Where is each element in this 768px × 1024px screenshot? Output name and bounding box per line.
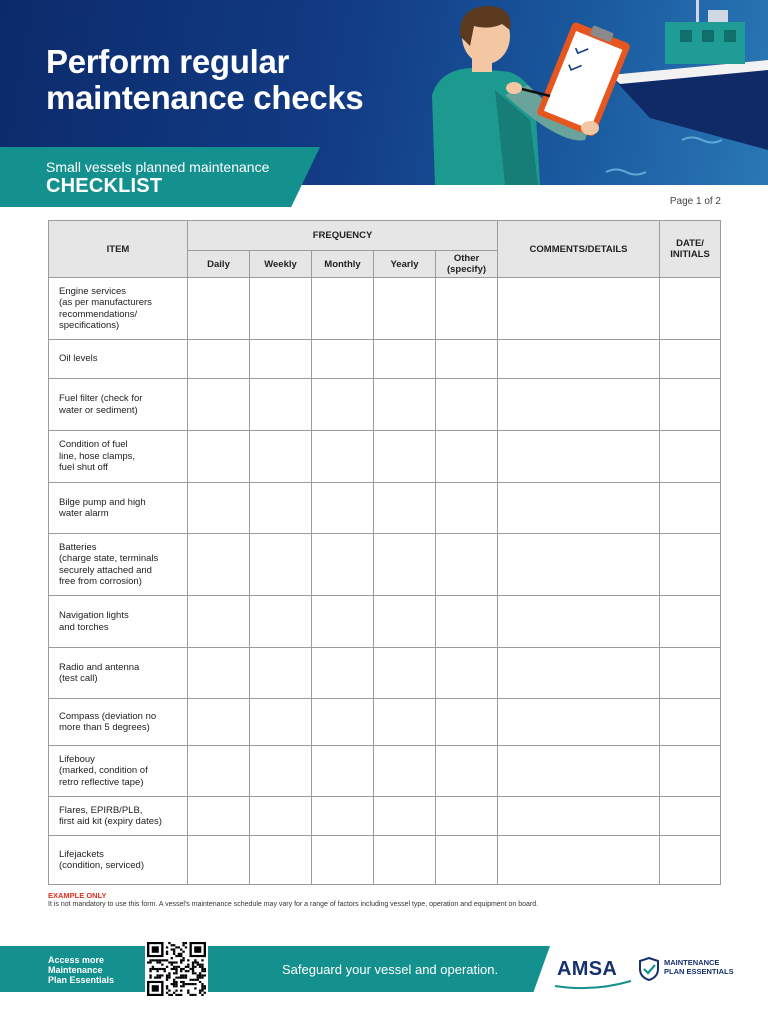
item-text-line: (as per manufacturers (59, 297, 152, 308)
weekly-cell[interactable] (250, 278, 312, 340)
item-text-line: (condition, serviced) (59, 860, 145, 871)
qr-code-graphic (147, 942, 206, 996)
daily-cell[interactable] (188, 340, 250, 379)
header-daily: Daily (188, 251, 250, 278)
daily-cell[interactable] (188, 836, 250, 885)
table-row (49, 836, 721, 885)
header-item: ITEM (49, 221, 188, 278)
item-text-line: and torches (59, 621, 109, 633)
comments-cell[interactable] (498, 431, 660, 483)
comments-cell[interactable] (498, 534, 660, 596)
comments-cell[interactable] (498, 699, 660, 746)
weekly-cell[interactable] (250, 340, 312, 379)
checklist-body (49, 278, 721, 885)
mpe-line-1: MAINTENANCE (664, 958, 720, 967)
item-cell (49, 648, 188, 699)
weekly-cell[interactable] (250, 746, 312, 797)
daily-cell[interactable] (188, 483, 250, 534)
weekly-cell[interactable] (250, 431, 312, 483)
header-specify-line: (specify) (446, 264, 487, 275)
header-date-line: DATE/ (676, 238, 704, 249)
item-text-line: Oil levels (59, 353, 98, 365)
item-text-line: Condition of fuel (59, 439, 128, 451)
yearly-cell[interactable] (374, 278, 436, 340)
header-monthly: Monthly (312, 251, 374, 278)
disclaimer-text: It is not mandatory to use this form. A vessel's maintenance schedule may vary for a range of factors including vessel type, operation and equipment on board. (48, 901, 539, 908)
yearly-cell[interactable] (374, 836, 436, 885)
monthly-cell[interactable] (312, 836, 374, 885)
weekly-cell[interactable] (250, 648, 312, 699)
item-text-line: Lifebouy (59, 753, 95, 765)
table-row (49, 278, 721, 340)
yearly-cell[interactable] (374, 699, 436, 746)
item-text-line: (test call) (59, 673, 98, 684)
table-row (49, 379, 721, 431)
title-line-2: maintenance checks (46, 79, 364, 116)
weekly-cell[interactable] (250, 596, 312, 648)
comments-cell[interactable] (498, 340, 660, 379)
comments-cell[interactable] (498, 596, 660, 648)
other-cell[interactable] (436, 699, 498, 746)
item-cell (49, 836, 188, 885)
table-row (49, 431, 721, 483)
other-cell[interactable] (436, 431, 498, 483)
other-cell[interactable] (436, 596, 498, 648)
item-text-line: securely attached and (59, 564, 152, 576)
header-other-line: Other (453, 253, 480, 264)
date-initials-cell[interactable] (660, 797, 721, 836)
monthly-cell[interactable] (312, 746, 374, 797)
page-title (46, 44, 363, 116)
weekly-cell[interactable] (250, 836, 312, 885)
daily-cell[interactable] (188, 431, 250, 483)
item-cell (49, 379, 188, 431)
item-text-line: fuel shut off (59, 462, 108, 474)
other-cell[interactable] (436, 379, 498, 431)
daily-cell[interactable] (188, 278, 250, 340)
daily-cell[interactable] (188, 797, 250, 836)
date-initials-cell[interactable] (660, 836, 721, 885)
header-weekly: Weekly (250, 251, 312, 278)
item-text-line: Compass (deviation no (59, 710, 157, 722)
item-text-line: Radio and antenna (59, 661, 140, 673)
item-text-line: specifications) (59, 320, 120, 331)
monthly-cell[interactable] (312, 648, 374, 699)
item-text-line: Lifejackets (59, 848, 104, 860)
shield-check-icon (638, 957, 660, 981)
date-initials-cell[interactable] (660, 379, 721, 431)
other-cell[interactable] (436, 797, 498, 836)
item-cell (49, 596, 188, 648)
comments-cell[interactable] (498, 797, 660, 836)
item-text-line: (marked, condition of (59, 765, 148, 777)
header-other (436, 251, 498, 278)
item-text-line: line, hose clamps, (59, 450, 136, 462)
comments-cell[interactable] (498, 278, 660, 340)
date-initials-cell[interactable] (660, 746, 721, 797)
daily-cell[interactable] (188, 648, 250, 699)
subtitle: Small vessels planned maintenance (46, 159, 270, 175)
example-only-label: EXAMPLE ONLY (48, 891, 107, 900)
item-cell (49, 278, 188, 340)
table-row (49, 699, 721, 746)
item-cell (49, 431, 188, 483)
date-initials-cell[interactable] (660, 648, 721, 699)
daily-cell[interactable] (188, 379, 250, 431)
checklist-label: CHECKLIST (46, 175, 163, 197)
access-line-3: Plan Essentials (48, 975, 115, 985)
comments-cell[interactable] (498, 379, 660, 431)
other-cell[interactable] (436, 648, 498, 699)
maintenance-plan-essentials-logo (664, 958, 734, 976)
item-text-line: Batteries (59, 541, 97, 553)
daily-cell[interactable] (188, 534, 250, 596)
item-cell (49, 746, 188, 797)
comments-cell[interactable] (498, 836, 660, 885)
yearly-cell[interactable] (374, 534, 436, 596)
item-text-line: Fuel filter (check for (59, 393, 143, 404)
header-frequency: FREQUENCY (188, 221, 498, 251)
header-banner (0, 0, 768, 208)
amsa-logo: AMSA (557, 958, 618, 980)
monthly-cell[interactable] (312, 699, 374, 746)
comments-cell[interactable] (498, 746, 660, 797)
weekly-cell[interactable] (250, 699, 312, 746)
table-row (49, 797, 721, 836)
monthly-cell[interactable] (312, 278, 374, 340)
title-line-1: Perform regular (46, 43, 290, 80)
other-cell[interactable] (436, 746, 498, 797)
yearly-cell[interactable] (374, 797, 436, 836)
item-cell (49, 699, 188, 746)
daily-cell[interactable] (188, 699, 250, 746)
monthly-cell[interactable] (312, 340, 374, 379)
item-cell (49, 797, 188, 836)
header-date-initials (660, 221, 721, 278)
monthly-cell[interactable] (312, 596, 374, 648)
item-text-line: recommendations/ (59, 308, 138, 320)
date-initials-cell[interactable] (660, 278, 721, 340)
table-row (49, 596, 721, 648)
table-row (49, 648, 721, 699)
table-row (49, 483, 721, 534)
other-cell[interactable] (436, 534, 498, 596)
footer-slogan: Safeguard your vessel and operation. (282, 962, 499, 977)
yearly-cell[interactable] (374, 483, 436, 534)
yearly-cell[interactable] (374, 340, 436, 379)
comments-cell[interactable] (498, 648, 660, 699)
item-text-line: retro reflective tape) (59, 776, 144, 788)
page-number: Page 1 of 2 (669, 196, 721, 207)
amsa-swoosh-icon (553, 978, 633, 990)
date-initials-cell[interactable] (660, 483, 721, 534)
item-text-line: Flares, EPIRB/PLB, (59, 804, 143, 816)
comments-cell[interactable] (498, 483, 660, 534)
item-text-line: first aid kit (expiry dates) (59, 816, 162, 827)
date-initials-cell[interactable] (660, 340, 721, 379)
item-text-line: water or sediment) (59, 404, 138, 416)
item-text-line: more than 5 degrees) (59, 722, 150, 733)
item-cell (49, 340, 188, 379)
monthly-cell[interactable] (312, 534, 374, 596)
table-row (49, 534, 721, 596)
weekly-cell[interactable] (250, 379, 312, 431)
item-text-line: Bilge pump and high (59, 496, 146, 508)
access-line-1: Access more (48, 955, 105, 965)
yearly-cell[interactable] (374, 648, 436, 699)
monthly-cell[interactable] (312, 483, 374, 534)
item-text-line: Navigation lights (59, 610, 129, 621)
access-more-link[interactable] (48, 955, 114, 985)
sailor-clipboard-illustration (410, 0, 768, 185)
item-text-line: (charge state, terminals (59, 553, 159, 564)
weekly-cell[interactable] (250, 797, 312, 836)
item-text-line: free from corrosion) (59, 576, 142, 587)
table-row (49, 746, 721, 797)
yearly-cell[interactable] (374, 379, 436, 431)
weekly-cell[interactable] (250, 534, 312, 596)
yearly-cell[interactable] (374, 746, 436, 797)
other-cell[interactable] (436, 483, 498, 534)
table-row (49, 340, 721, 379)
mpe-line-2: PLAN ESSENTIALS (664, 967, 734, 976)
item-text-line: Engine services (59, 285, 127, 297)
qr-code-icon[interactable] (145, 940, 208, 998)
date-initials-cell[interactable] (660, 431, 721, 483)
date-initials-cell[interactable] (660, 534, 721, 596)
other-cell[interactable] (436, 278, 498, 340)
daily-cell[interactable] (188, 746, 250, 797)
header-initials-line: INITIALS (670, 249, 710, 260)
weekly-cell[interactable] (250, 483, 312, 534)
date-initials-cell[interactable] (660, 699, 721, 746)
monthly-cell[interactable] (312, 797, 374, 836)
other-cell[interactable] (436, 836, 498, 885)
yearly-cell[interactable] (374, 596, 436, 648)
monthly-cell[interactable] (312, 431, 374, 483)
maintenance-checklist-table (48, 220, 721, 885)
daily-cell[interactable] (188, 596, 250, 648)
header-yearly: Yearly (374, 251, 436, 278)
item-cell (49, 483, 188, 534)
header-comments: COMMENTS/DETAILS (498, 221, 660, 278)
yearly-cell[interactable] (374, 431, 436, 483)
monthly-cell[interactable] (312, 379, 374, 431)
other-cell[interactable] (436, 340, 498, 379)
item-text-line: water alarm (59, 508, 109, 519)
access-line-2: Maintenance (48, 965, 103, 975)
item-cell (49, 534, 188, 596)
date-initials-cell[interactable] (660, 596, 721, 648)
